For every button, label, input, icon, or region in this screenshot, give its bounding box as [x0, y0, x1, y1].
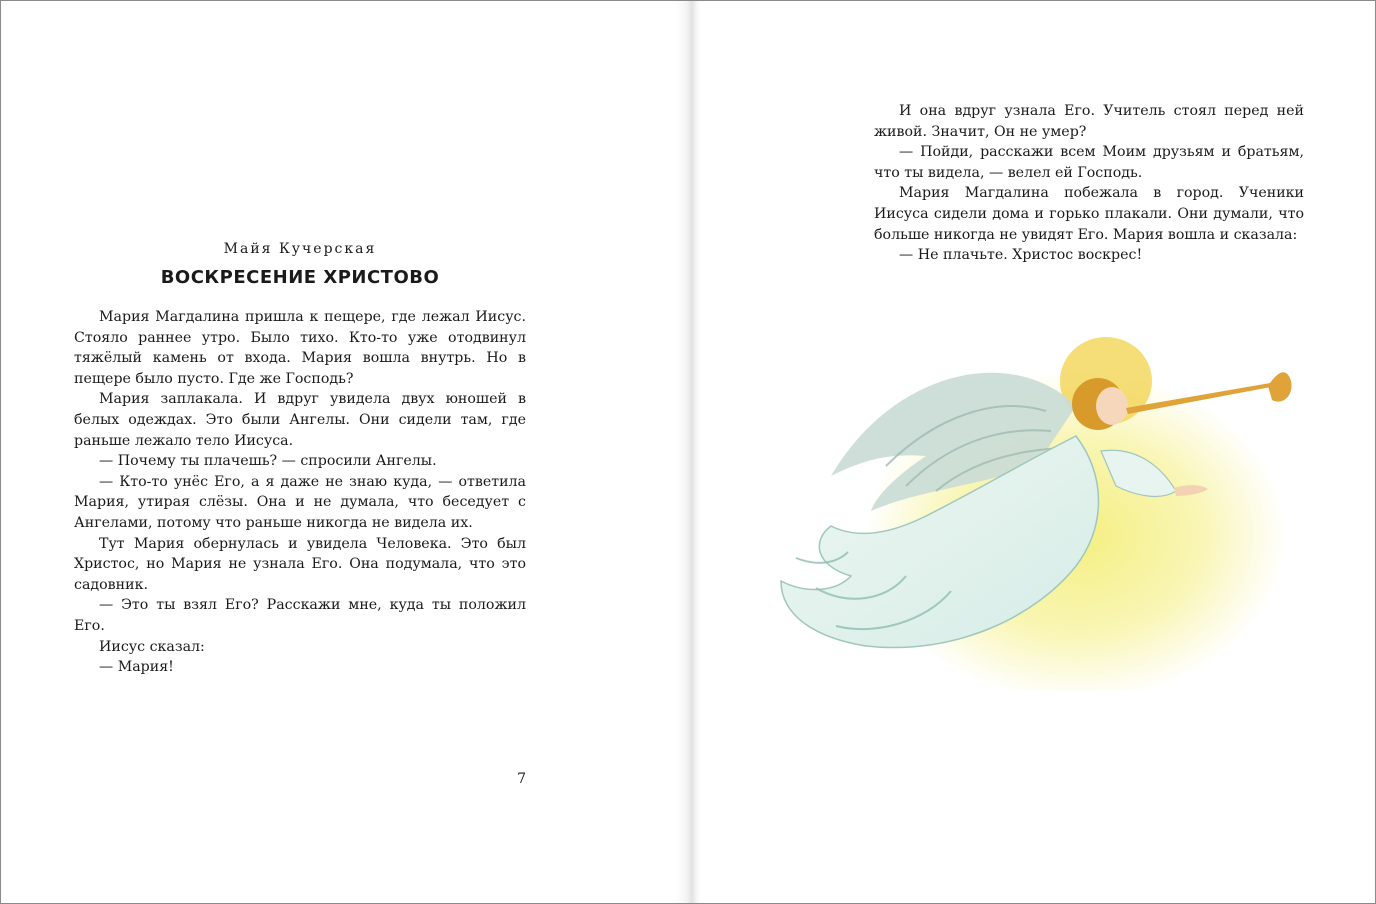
paragraph: Мария заплакала. И вдруг увидела двух юношей в белых одеждах. Это были Ангелы. Они сидели там, где раньше лежало тело Иисуса. — [74, 391, 526, 449]
story-title: ВОСКРЕСЕНИЕ ХРИСТОВО — [160, 267, 440, 288]
paragraph: — Не плачьте. Христос воскрес! — [899, 247, 1143, 264]
left-page — [1, 1, 677, 903]
author-name: Майя Кучерская — [223, 241, 377, 257]
paragraph: — Кто-то унёс Его, а я даже не знаю куда, — ответила Мария, утирая слёзы. Она и не думала, что беседует с Ангелами, потому что раньше никогда не видела их. — [74, 473, 526, 531]
angel-with-trumpet-image — [776, 326, 1316, 691]
paragraph: Мария Магдалина пришла к пещере, где лежал Иисус. Стояло раннее утро. Было тихо. Кто-то уже отодвинул тяжёлый камень от входа. Мария вошла внутрь. Но в пещере было пусто. Где же Господь? — [74, 309, 526, 387]
paragraph: — Почему ты плачешь? — спросили Ангелы. — [99, 453, 437, 470]
page-number: 7 — [517, 771, 526, 787]
paragraph: Иисус сказал: — [99, 638, 205, 655]
paragraph: И она вдруг узнала Его. Учитель стоял перед ней живой. Значит, Он не умер? — [874, 103, 1304, 140]
trumpet-bell — [1268, 372, 1292, 401]
paragraph: — Пойди, расскажи всем Моим друзьям и братьям, что ты видела, — велел ей Господь. — [874, 144, 1304, 181]
left-page-text — [74, 307, 526, 678]
right-page-text — [874, 101, 1304, 266]
paragraph: — Это ты взял Его? Расскажи мне, куда ты положил Его. — [74, 597, 526, 634]
book-gutter — [677, 1, 701, 903]
face — [1096, 387, 1128, 425]
angel-illustration — [776, 326, 1316, 691]
paragraph: — Мария! — [99, 659, 174, 676]
paragraph: Мария Магдалина побежала в город. Ученики Иисуса сидели дома и горько плакали. Они думали, что больше никогда не увидят Его. Мария вошла и сказала: — [874, 185, 1304, 243]
right-page — [701, 1, 1375, 903]
paragraph: Тут Мария обернулась и увидела Человека. Это был Христос, но Мария не узнала Его. Она подумала, что это садовник. — [74, 535, 526, 593]
